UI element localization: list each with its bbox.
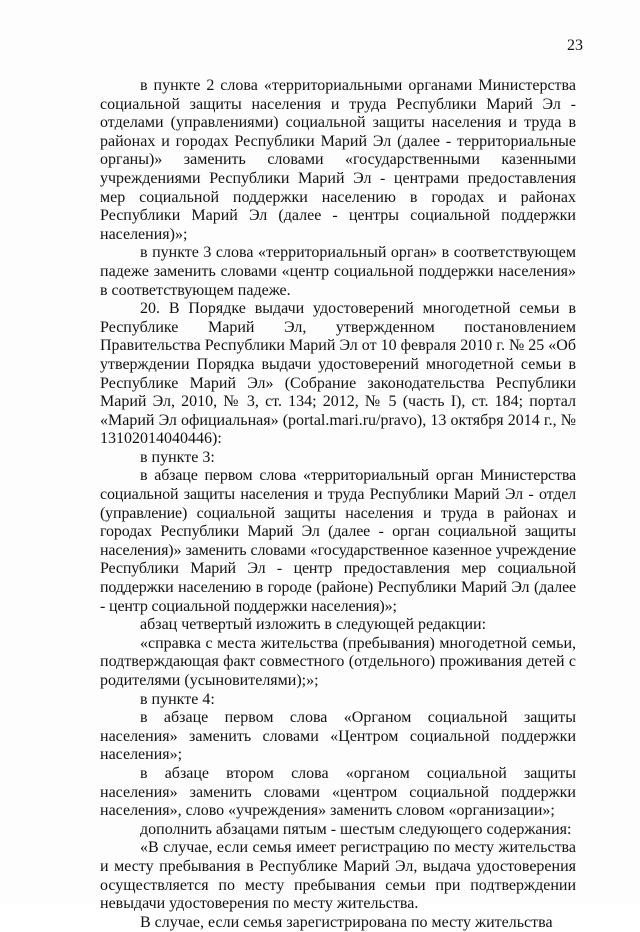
paragraph-add-abzacs: дополнить абзацами пятым - шестым следующего содержания: xyxy=(140,820,572,838)
page-number: 23 xyxy=(567,37,583,54)
paragraph-quote-spravka: «справка с места жительства (пребывания) многодетной семьи, подтверждающая факт совместного (отдельного) проживания детей с родителями (усыновителями);»; xyxy=(100,634,576,689)
paragraph-last-line: В случае, если семья зарегистрирована по месту жительства xyxy=(140,913,553,931)
paragraph-item-3-heading: в пункте 3: xyxy=(140,448,215,466)
paragraph-abzac-second: в абзаце втором слова «органом социальной защиты населения» заменить словами «центром социальной поддержки населения», слово «учреждения» заменить словом «организации»; xyxy=(100,764,576,820)
paragraph-item-2: в пункте 2 слова «территориальными органами Министерства социальной защиты населения и труда Республики Марий Эл - отделами (управлениями) социальной защиты населения и труда в районах и городах Республики Марий Эл (далее - территориальные органы)» заменить словами «государственными казенными учреждениями Республики Марий Эл - центрами предоставления мер социальной поддержки населению в городах и районах Республики Марий Эл (далее - центры социальной поддержки населения)»; xyxy=(100,77,576,243)
paragraph-item-3: в пункте 3 слова «территориальный орган» в соответствующем падеже заменить словами «центр социальной поддержки населения» в соответствующем падеже. xyxy=(100,244,576,299)
document-body xyxy=(100,77,576,932)
paragraph-item-4-heading: в пункте 4: xyxy=(140,690,215,708)
paragraph-section-20: 20. В Порядке выдачи удостоверений многодетной семьи в Республике Марий Эл, утвержденном постановлением Правительства Республики Марий Эл от 10 февраля 2010 г. № 25 «Об утверждении Порядка выдачи удостоверений многодетной семьи в Республике Марий Эл» (Собрание законодательства Республики Марий Эл, 2010, № 3, ст. 134; 2012, № 5 (часть I), ст. 184; портал «Марий Эл официальная» (portal.mari.ru/pravo), 13 октября 2014 г., № 13102014040446): xyxy=(100,300,576,448)
paragraph-first-abzac: в абзаце первом слова «территориальный орган Министерства социальной защиты населения и труда Республики Марий Эл - отдел (управление) социальной защиты населения и труда в районах и городах Республики Марий Эл (далее - орган социальной защиты населения)» заменить словами «государственное казенное учреждение Республики Марий Эл - центр предоставления мер социальной поддержки населению в городе (районе) Республики Марий Эл (далее - центр социальной поддержки населения)»; xyxy=(100,467,576,615)
paragraph-fourth-abzac: абзац четвертый изложить в следующей редакции: xyxy=(140,616,487,634)
paragraph-abzac-first: в абзаце первом слова «Органом социальной защиты населения» заменить словами «Центром социальной поддержки населения»; xyxy=(100,709,576,764)
paragraph-quote-registration: «В случае, если семья имеет регистрацию по месту жительства и месту пребывания в Республике Марий Эл, выдача удостоверения осуществляется по месту пребывания семьи при подтверждении невыдачи удостоверения по месту жительства. xyxy=(100,839,576,913)
